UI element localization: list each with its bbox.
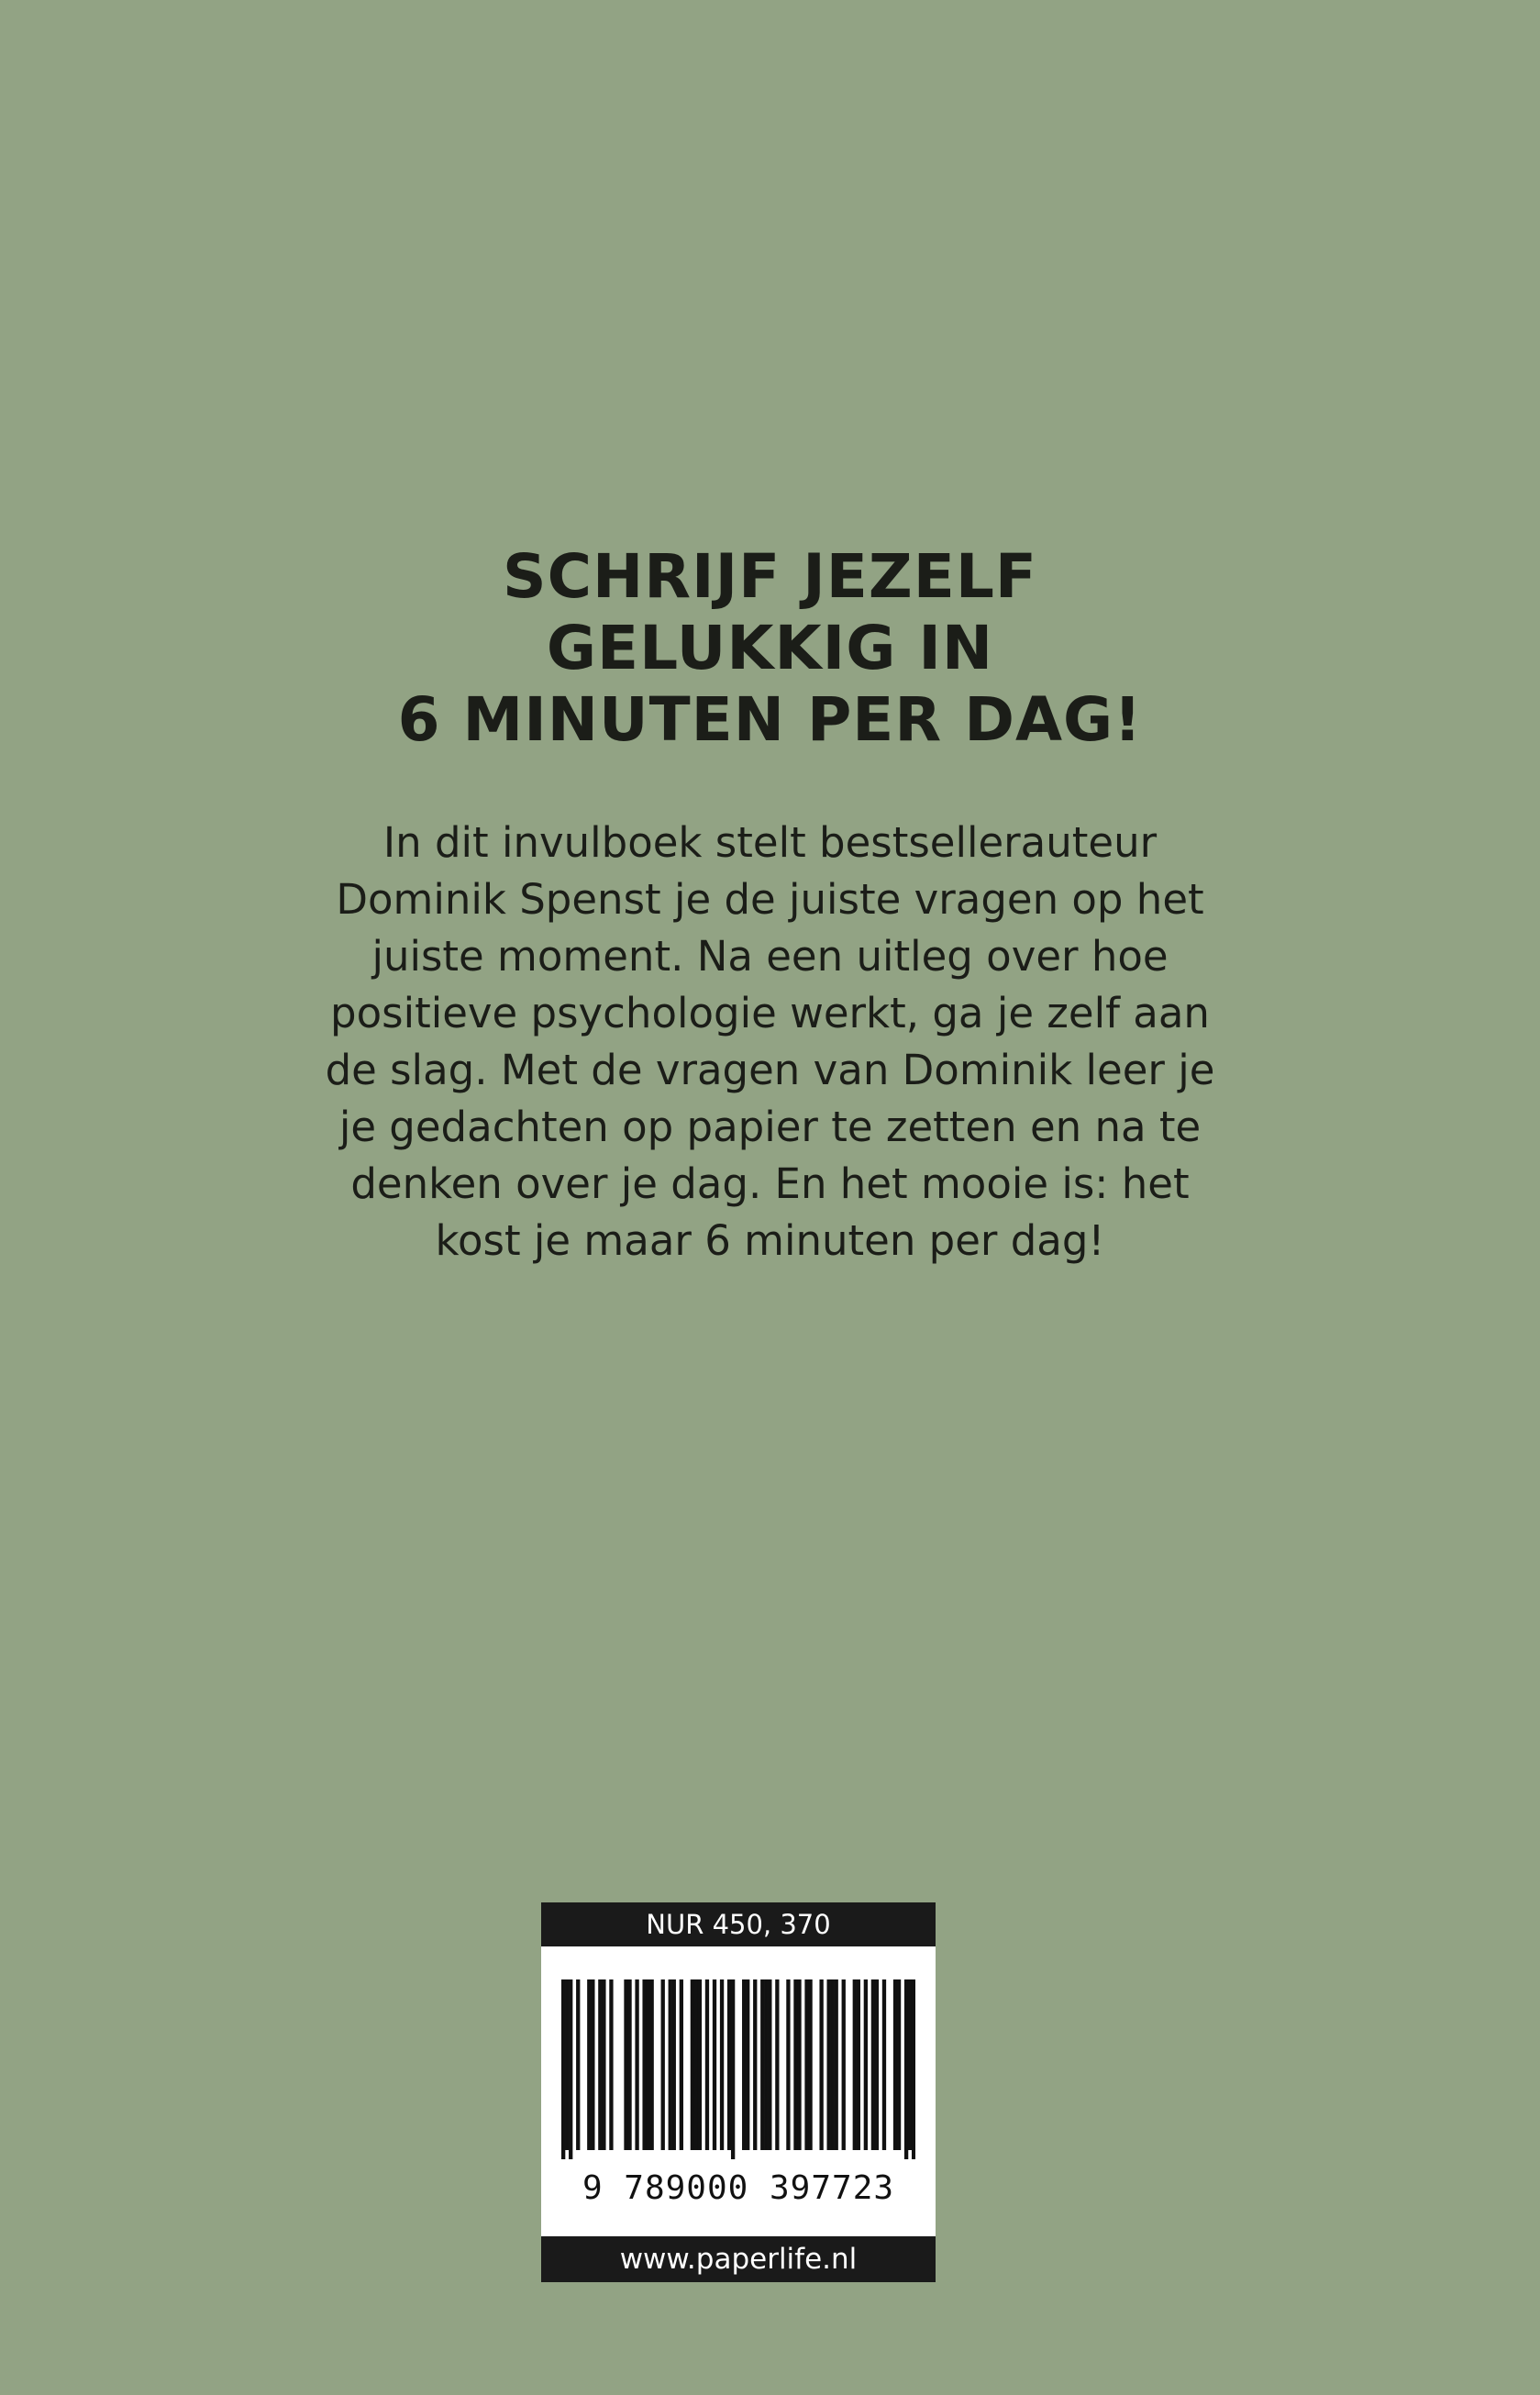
barcode-bar [598,1979,602,2150]
barcode-bar [694,1979,698,2150]
barcode-bar [576,1979,580,2150]
barcode-bar [871,1979,875,2150]
barcode-bar [753,1979,757,2150]
barcode-bar [691,1979,694,2150]
barcode-bar [746,1979,749,2150]
barcode-bar [561,1979,565,2159]
barcode-bar [627,1979,631,2150]
barcode-bar [646,1979,649,2150]
barcode-bar [875,1979,879,2150]
barcode-bar [698,1979,702,2150]
barcode-bar [680,1979,683,2150]
barcode-bar [804,1979,808,2150]
barcode-bar [775,1979,779,2150]
barcode-bar [650,1979,654,2150]
publisher-website: www.paperlife.nl [541,2236,936,2282]
barcode-bar [797,1979,801,2150]
barcode-bar [642,1979,646,2150]
barcode-bar [591,1979,594,2150]
barcode-icon [561,1979,915,2159]
barcode-bar [609,1979,613,2150]
barcode-bar [669,1979,672,2150]
barcode-bar [720,1979,724,2150]
barcode-bar [760,1979,764,2150]
barcode-bar [904,1979,908,2159]
barcode-bar [793,1979,797,2150]
back-cover-blurb [220,815,1320,1270]
barcode-bar [819,1979,823,2150]
barcode-bar [672,1979,676,2150]
barcode-bar [893,1979,897,2150]
barcode-bar [587,1979,591,2150]
barcode-bar [808,1979,812,2150]
blurb-line-2: Dominik Spenst je de juiste vragen op het [336,875,1204,924]
barcode-bar [864,1979,868,2150]
barcode-bar [857,1979,860,2150]
headline-line-1: SCHRIJF JEZELF [503,541,1037,612]
barcode-bar [882,1979,886,2150]
barcode-bar [661,1979,665,2150]
blurb-line-1: In dit invulboek stelt bestsellerauteur [382,818,1158,867]
blurb-line-3: juiste moment. Na een uitleg over hoe [371,932,1169,981]
barcode-bar [731,1979,735,2159]
barcode-bar [835,1979,838,2150]
barcode-bar [912,1979,915,2159]
isbn-number: 9 789000 397723 [582,2169,895,2207]
barcode-bar [713,1979,716,2150]
barcode-bar [727,1979,731,2150]
barcode-bar [768,1979,771,2150]
barcode-bar [565,1979,569,2150]
blurb-line-6: je gedachten op papier te zetten en na te [338,1103,1202,1151]
barcode-bar [827,1979,831,2150]
blurb-line-8: kost je maar 6 minuten per dag! [435,1216,1105,1265]
barcode-bar [624,1979,627,2150]
barcode-bar [705,1979,709,2150]
blurb-line-7: denken over je dag. En het mooie is: het [350,1159,1190,1208]
barcode-bar [831,1979,835,2150]
barcode-bar [764,1979,768,2150]
barcode-label [541,1902,936,2282]
headline-line-2: GELUKKIG IN [546,613,994,683]
headline-line-3: 6 MINUTEN PER DAG! [397,684,1143,755]
blurb-line-5: de slag. Met de vragen van Dominik leer je [325,1046,1215,1094]
nur-code: NUR 450, 370 [541,1902,936,1946]
barcode-bar [897,1979,901,2150]
barcode-bar [635,1979,638,2150]
barcode-bar [742,1979,746,2150]
barcode-bar [853,1979,857,2150]
back-cover-headline [0,541,1540,756]
blurb-line-4: positieve psychologie werkt, ga je zelf aan [330,989,1210,1037]
barcode-bar [842,1979,846,2150]
barcode-bar [786,1979,790,2150]
barcode-bar [908,1979,912,2150]
barcode-bar [569,1979,572,2159]
barcode-bar [602,1979,605,2150]
